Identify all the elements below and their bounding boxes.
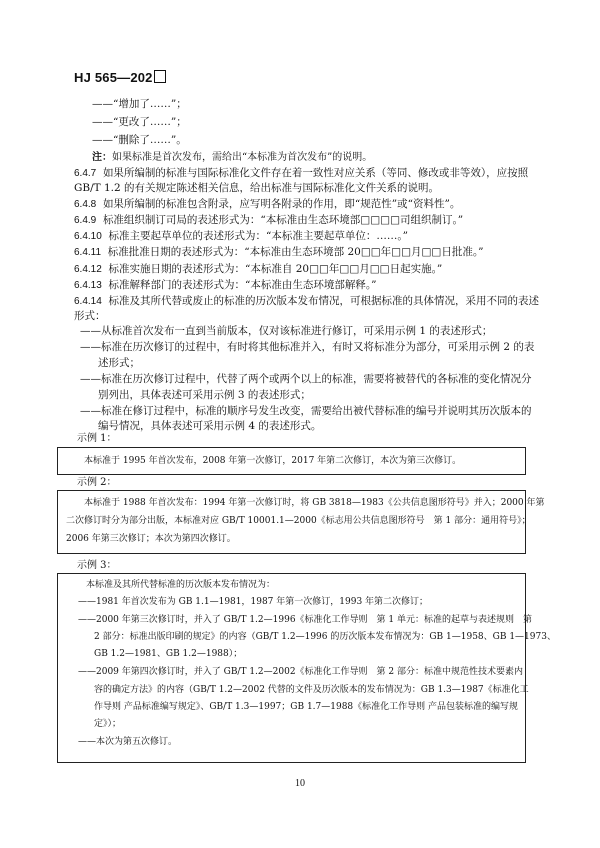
clause-text: 标准批准日期的表述形式为：“本标准由生态环境部 20□□年□□月□□日批准。”	[107, 246, 484, 258]
clause-number: 6.4.7	[74, 168, 97, 179]
clause-6-4-7-cont: GB/T 1.2 的有关规定陈述相关信息，给出标准与国际标准化文件关系的说明。	[74, 182, 440, 194]
example-2-text: 二次修订时分为部分出版，本标准对应 GB/T 10001.1—2000《标志用公共信息图形符号 第 1 部分：通用符号》；	[66, 516, 531, 526]
example-3-text: ——本次为第五次修订。	[78, 737, 178, 747]
clause-6-4-13	[74, 278, 377, 293]
dash-item: ——“增加了……”；	[92, 98, 187, 110]
clause-6-4-14-cont: 形式：	[74, 310, 106, 322]
clause-6-4-7	[74, 166, 528, 181]
clause-6-4-10	[74, 229, 408, 244]
clause-number: 6.4.9	[74, 215, 97, 226]
standard-header	[74, 70, 166, 85]
clause-number: 6.4.14	[74, 296, 102, 307]
clause-text: 标准主要起草单位的表述形式为：“本标准主要起草单位：……。”	[108, 230, 408, 242]
clause-text: 标准解释部门的表述形式为：“本标准由生态环境部解释。”	[108, 279, 377, 291]
example-2-text: 2006 年第三次修订；本次为第四次修订。	[66, 534, 236, 544]
clause-6-4-8	[74, 197, 460, 212]
example-2-text: 本标准于 1988 年首次发布：1994 年第一次修订时，将 GB 3818—1983《公共信息图形符号》并入；2000 年第	[84, 498, 545, 508]
example-3-text: 本标准及其所代替标准的历次版本发布情况为：	[86, 580, 276, 590]
case-item: ——标准在修订过程中，标准的顺序号发生改变，需要给出被代替标准的编号并说明其历次版本的	[80, 405, 532, 417]
example-1-box	[57, 447, 526, 475]
case-item: ——标准在历次修订的过程中，有时将其他标准并入，有时又将标准分为部分，可采用示例 2 的表	[80, 341, 535, 353]
clause-text: 标准组织制订司局的表述形式为：“本标准由生态环境部□□□□司组织制订。”	[102, 214, 464, 226]
clause-number: 6.4.10	[74, 231, 102, 242]
example-3-text: ——1981 年首次发布为 GB 1.1—1981，1987 年第一次修订，1993 年第二次修订；	[78, 597, 429, 607]
example-3-label: 示例 3：	[77, 560, 117, 571]
example-3-text: 2 部分：标准出版印刷的规定》的内容（GB/T 1.2—1996 的历次版本发布情况为：GB 1—1958、GB 1—1973、	[94, 632, 556, 642]
standard-code: HJ 565—202	[74, 70, 153, 85]
example-3-box	[57, 573, 556, 763]
placeholder-box-icon	[154, 70, 166, 83]
example-2-label: 示例 2：	[77, 477, 117, 488]
clause-number: 6.4.8	[74, 199, 97, 210]
note-text: 如果标准是首次发布，需给出“本标准为首次发布”的说明。	[112, 152, 373, 163]
clause-number: 6.4.13	[74, 280, 102, 291]
case-item-cont: 编号情况，具体表述可采用示例 4 的表述形式。	[98, 420, 322, 432]
dash-item: ——“删除了……”。	[92, 134, 187, 146]
example-3-text: GB 1.2—1981、GB 1.2—1988）；	[94, 649, 243, 659]
case-item: ——从标准首次发布一直到当前版本，仅对该标准进行修订，可采用示例 1 的表述形式；	[80, 325, 493, 337]
example-3-text: 作导则 产品标准编写规定》、GB/T 1.3—1997；GB 1.7—1988《标准化工作导则 产品包装标准的编写规	[94, 702, 519, 712]
clause-6-4-11	[74, 245, 483, 260]
clause-text: 标准及其所代替或废止的标准的历次版本发布情况，可根据标准的具体情况，采用不同的表述	[108, 295, 539, 307]
clause-6-4-9	[74, 213, 463, 228]
example-1-label: 示例 1：	[77, 433, 117, 444]
clause-text: 标准实施日期的表述形式为：“本标准自 20□□年□□月□□日起实施。”	[108, 263, 443, 275]
example-1-text: 本标准于 1995 年首次发布，2008 年第一次修订，2017 年第二次修订，本次为第三次修订。	[84, 456, 462, 466]
example-3-text: 定》）；	[94, 719, 122, 729]
clause-6-4-14	[74, 294, 539, 309]
clause-text: 如果所编制的标准与国际标准化文件存在着一致性对应关系（等同、修改或非等效），应按照	[102, 167, 529, 179]
clause-number: 6.4.11	[74, 247, 102, 258]
page-number: 10	[295, 778, 305, 789]
note	[92, 151, 372, 165]
note-label: 注：	[92, 152, 112, 163]
clause-6-4-12	[74, 262, 442, 277]
case-item-cont: 述形式；	[98, 357, 140, 369]
clause-number: 6.4.12	[74, 264, 102, 275]
dash-item: ——“更改了……”；	[92, 116, 187, 128]
example-3-text: ——2009 年第四次修订时，并入了 GB/T 1.2—2002《标准化工作导则 第 2 部分：标准中规范性技术要素内	[78, 667, 523, 677]
clause-text: 如果所编制的标准包含附录，应写明各附录的作用，即“规范性”或“资料性”。	[102, 198, 461, 210]
example-3-text: ——2000 年第三次修订时，并入了 GB/T 1.2—1996《标准化工作导则 第 1 单元：标准的起草与表述规则 第	[78, 615, 532, 625]
example-3-text: 容的确定方法》的内容（GB/T 1.2—2002 代替的文件及历次版本的发布情况为：GB 1.3—1987《标准化工	[94, 685, 529, 695]
case-item-cont: 别列出，具体表述可采用示例 3 的表述形式；	[98, 389, 311, 401]
example-2-box	[57, 490, 545, 554]
case-item: ——标准在历次修订过程中，代替了两个或两个以上的标准，需要将被替代的各标准的变化情况分	[80, 373, 532, 385]
